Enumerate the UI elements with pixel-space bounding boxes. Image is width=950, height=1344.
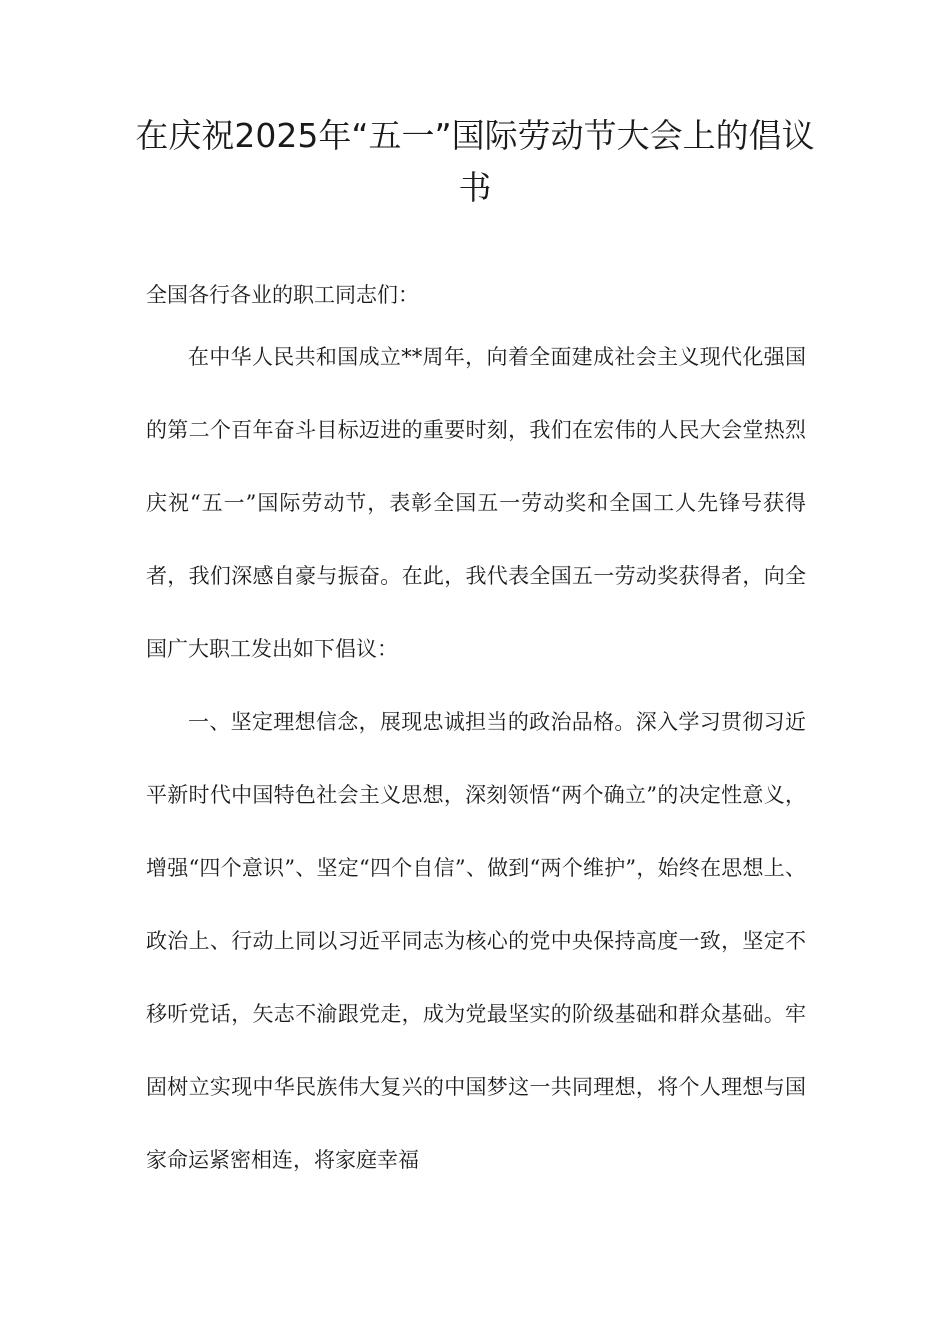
document-body (146, 270, 806, 1197)
salutation: 全国各行各业的职工同志们： (146, 283, 419, 307)
paragraph-proposal-1: 一、坚定理想信念，展现忠诚担当的政治品格。深入学习贯彻习近平新时代中国特色社会主义思想，深刻领悟“两个确立”的决定性意义，增强“四个意识”、坚定“四个自信”、做到“两个维护”，始终在思想上、政治上、行动上同以习近平同志为核心的党中央保持高度一致，坚定不移听党话，矢志不渝跟党走，成为党最坚实的阶级基础和群众基础。牢固树立实现中华民族伟大复兴的中国梦这一共同理想，将个人理想与国家命运紧密相连，将家庭幸福 (146, 710, 806, 1172)
document-title: 在庆祝2025年“五一”国际劳动节大会上的倡议书 (135, 116, 815, 207)
paragraph-intro: 在中华人民共和国成立**周年，向着全面建成社会主义现代化强国的第二个百年奋斗目标迈进的重要时刻，我们在宏伟的人民大会堂热烈庆祝“五一”国际劳动节，表彰全国五一劳动奖和全国工人先锋号获得者，我们深感自豪与振奋。在此，我代表全国五一劳动奖获得者，向全国广大职工发出如下倡议： (146, 345, 806, 661)
